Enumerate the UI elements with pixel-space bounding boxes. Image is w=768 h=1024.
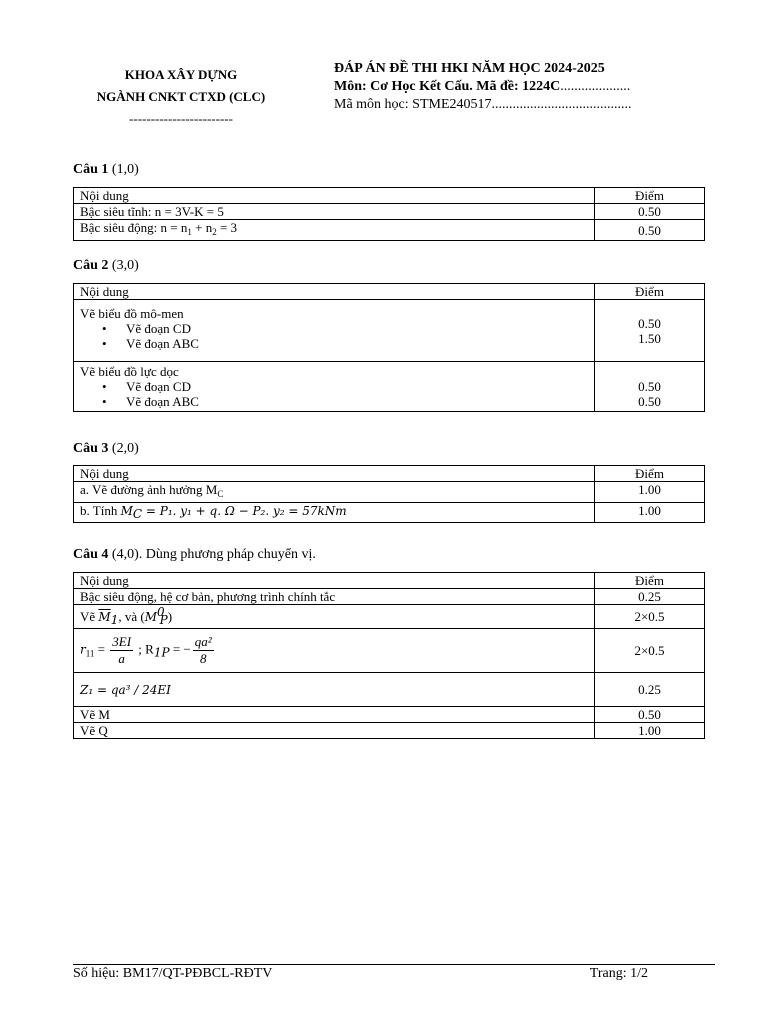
- footer-page-number: Trang: 1/2: [589, 966, 648, 981]
- row-content: $r_{11}$ = $\frac{3EI}{a}$ ; R1P = − $\frac{\text{qa²}}{8}$: [74, 629, 595, 673]
- subject-dots: ....................: [560, 79, 631, 94]
- row-points: 0.50: [595, 707, 705, 723]
- row-points: 1.00: [595, 723, 705, 739]
- table-row: [74, 204, 705, 220]
- col-content: Nội dung: [74, 284, 595, 300]
- row-points: 0.25: [595, 589, 705, 605]
- q2-table: [73, 283, 705, 412]
- col-content: Nội dung: [74, 573, 595, 589]
- row-content: Bậc siêu động, hệ cơ bản, phương trình chính tắc: [74, 589, 595, 605]
- q4-table: [73, 572, 705, 739]
- table-row: [74, 220, 705, 241]
- col-points: Điểm: [595, 284, 705, 300]
- row-content: Vẽ $\overline{M}1$, và (M0P): [74, 605, 595, 629]
- row-content: Z₁ = qa³ / 24EI: [74, 673, 595, 707]
- row-points: 0.25: [595, 673, 705, 707]
- header-left: [76, 64, 286, 130]
- q1-table: [73, 187, 705, 241]
- table-row: [74, 300, 705, 362]
- table-row: [74, 673, 705, 707]
- table-row: [74, 482, 705, 503]
- subject-line: Môn: Cơ Học Kết Cấu. Mã đề: 1224C: [334, 79, 561, 94]
- row-content: Vẽ biểu đồ lực dọc • Vẽ đoạn CD • Vẽ đoạn ABC: [74, 362, 595, 412]
- row-points: 0.50 1.50: [595, 300, 705, 362]
- table-header: [74, 188, 705, 204]
- row-content: Bậc siêu tĩnh: n = 3V-K = 5: [74, 204, 595, 220]
- header-separator: ------------------------: [129, 111, 233, 126]
- row-points: 2×0.5: [595, 629, 705, 673]
- col-points: Điểm: [595, 466, 705, 482]
- row-points: 0.50: [595, 204, 705, 220]
- table-header: [74, 466, 705, 482]
- table-row: [74, 605, 705, 629]
- course-code: Mã môn học: STME240517: [334, 97, 492, 112]
- table-header: [74, 573, 705, 589]
- table-row: [74, 723, 705, 739]
- table-row: [74, 629, 705, 673]
- row-content: b. Tính MC = P₁. y₁ + q. Ω − P₂. y₂ = 57kNm: [74, 503, 595, 523]
- row-points: 1.00: [595, 503, 705, 523]
- q3-table: [73, 465, 705, 523]
- code-dots: ........................................: [491, 97, 632, 112]
- q3-title: Câu 3 (2,0): [73, 441, 139, 456]
- footer-divider: [73, 964, 715, 965]
- row-points: 2×0.5: [595, 605, 705, 629]
- row-content: Bậc siêu động: $n = n_1 + n_2 = 3$: [74, 220, 595, 241]
- col-content: Nội dung: [74, 466, 595, 482]
- q4-title: Câu 4 (4,0). Dùng phương pháp chuyển vị.: [73, 547, 316, 562]
- table-row: [74, 362, 705, 412]
- col-content: Nội dung: [74, 188, 595, 204]
- row-points: 0.50: [595, 220, 705, 241]
- row-points: 0.50 0.50: [595, 362, 705, 412]
- exam-title: ĐÁP ÁN ĐỀ THI HKI NĂM HỌC 2024-2025: [334, 61, 605, 76]
- faculty-name: KHOA XÂY DỰNG: [124, 67, 238, 82]
- program-name: NGÀNH CNKT CTXD (CLC): [96, 89, 266, 104]
- table-row: [74, 589, 705, 605]
- row-content: Vẽ biểu đồ mô-men • Vẽ đoạn CD • Vẽ đoạn ABC: [74, 300, 595, 362]
- q1-title: Câu 1 (1,0): [73, 162, 139, 177]
- footer-doc-code: Số hiệu: BM17/QT-PĐBCL-RĐTV: [73, 966, 273, 981]
- table-row: [74, 707, 705, 723]
- row-content: Vẽ Q: [74, 723, 595, 739]
- row-content: Vẽ M: [74, 707, 595, 723]
- row-points: 1.00: [595, 482, 705, 503]
- table-row: [74, 503, 705, 523]
- row-content: a. Vẽ đường ảnh hưởng $M_C$: [74, 482, 595, 503]
- col-points: Điểm: [595, 188, 705, 204]
- header-right: [334, 60, 694, 114]
- q2-title: Câu 2 (3,0): [73, 258, 139, 273]
- col-points: Điểm: [595, 573, 705, 589]
- table-header: [74, 284, 705, 300]
